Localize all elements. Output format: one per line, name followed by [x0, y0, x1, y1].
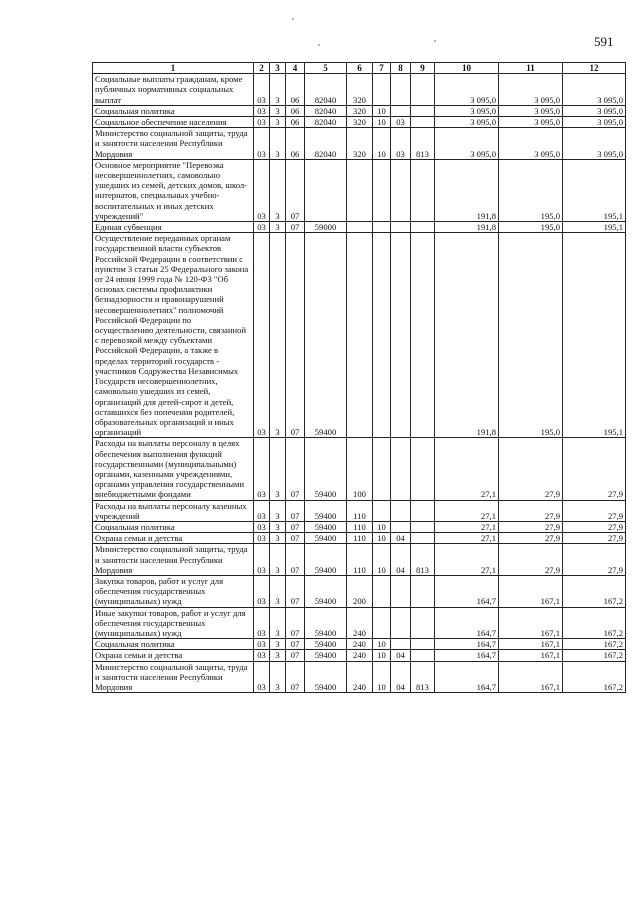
- cell-c6: 110: [347, 500, 373, 521]
- cell-v11: 167,1: [499, 661, 563, 693]
- cell-v10: 3 095,0: [435, 105, 499, 116]
- table-row: [93, 105, 626, 116]
- row-label-cell: Министерство социальной защиты, труда и занятости населения Республики Мордовия: [93, 128, 254, 160]
- cell-v12: 167,2: [563, 607, 626, 639]
- cell-c3: 3: [270, 533, 286, 544]
- cell-c8: [391, 639, 411, 650]
- cell-c9: [411, 533, 435, 544]
- cell-c5: 59400: [305, 661, 347, 693]
- cell-c3: 3: [270, 159, 286, 221]
- cell-c6: 240: [347, 650, 373, 661]
- cell-c4: 07: [286, 233, 305, 438]
- cell-v11: 27,9: [499, 500, 563, 521]
- cell-c4: 07: [286, 639, 305, 650]
- cell-c7: 10: [373, 117, 391, 128]
- cell-c4: 07: [286, 222, 305, 233]
- cell-v12: 167,2: [563, 661, 626, 693]
- cell-c2: 03: [254, 639, 270, 650]
- table-row: [93, 117, 626, 128]
- cell-c2: 03: [254, 74, 270, 106]
- cell-c9: 813: [411, 661, 435, 693]
- cell-c7: [373, 607, 391, 639]
- cell-c3: 3: [270, 438, 286, 500]
- cell-c6: 240: [347, 607, 373, 639]
- cell-v10: 191,8: [435, 159, 499, 221]
- cell-c5: 59400: [305, 233, 347, 438]
- cell-c9: [411, 233, 435, 438]
- cell-c7: 10: [373, 639, 391, 650]
- cell-c3: 3: [270, 74, 286, 106]
- cell-c4: 07: [286, 521, 305, 532]
- cell-v10: 191,8: [435, 222, 499, 233]
- cell-v10: 164,7: [435, 607, 499, 639]
- cell-c3: 3: [270, 128, 286, 160]
- cell-c5: 59400: [305, 544, 347, 576]
- scan-speck: [292, 18, 294, 20]
- cell-c3: 3: [270, 639, 286, 650]
- table-row: [93, 74, 626, 106]
- cell-c7: [373, 575, 391, 607]
- row-label-cell: Осуществление переданных органам государственной власти субъектов Российской Федерации в соответствии с пунктом 3 статьи 25 Федерального закона от 24 июня 1999 года № 120-ФЗ "Об основах системы профилактики безнадзорности и правонарушений несовершеннолетних" полномочий Российской Федерации по осуществлению деятельности, связанной с перевозкой между субъектами Российской Федерации, а также в пределах территорий государств - участников Содружества Независимых Государств несовершеннолетних, самовольно ушедших из семей, организаций для детей-сирот и детей, оставшихся без попечения родителей, образовательных организаций и иных организаций: [93, 233, 254, 438]
- table-row: [93, 222, 626, 233]
- row-label-cell: Социальная политика: [93, 521, 254, 532]
- cell-v11: 195,0: [499, 222, 563, 233]
- row-label-cell: Социальная политика: [93, 639, 254, 650]
- cell-v11: 167,1: [499, 639, 563, 650]
- cell-c8: [391, 222, 411, 233]
- cell-v11: 27,9: [499, 438, 563, 500]
- cell-v10: 3 095,0: [435, 74, 499, 106]
- column-header-1: 1: [93, 63, 254, 74]
- cell-c8: [391, 74, 411, 106]
- cell-c4: 07: [286, 500, 305, 521]
- cell-c9: [411, 105, 435, 116]
- column-header-10: 10: [435, 63, 499, 74]
- cell-c5: 59400: [305, 438, 347, 500]
- cell-c6: [347, 159, 373, 221]
- row-label-cell: Единая субвенция: [93, 222, 254, 233]
- row-label-cell: Иные закупки товаров, работ и услуг для обеспечения государственных (муниципальных) нужд: [93, 607, 254, 639]
- cell-c9: [411, 575, 435, 607]
- cell-v12: 167,2: [563, 650, 626, 661]
- cell-v11: 3 095,0: [499, 128, 563, 160]
- cell-c8: 04: [391, 661, 411, 693]
- cell-c9: [411, 650, 435, 661]
- cell-c8: 04: [391, 544, 411, 576]
- cell-v10: 27,1: [435, 438, 499, 500]
- cell-c8: 03: [391, 128, 411, 160]
- cell-c4: 07: [286, 159, 305, 221]
- cell-v12: 195,1: [563, 159, 626, 221]
- table-row: [93, 159, 626, 221]
- cell-c6: 240: [347, 661, 373, 693]
- cell-c9: [411, 222, 435, 233]
- cell-c7: 10: [373, 128, 391, 160]
- cell-c8: 04: [391, 650, 411, 661]
- cell-v12: 195,1: [563, 233, 626, 438]
- cell-c8: [391, 500, 411, 521]
- table-row: [93, 521, 626, 532]
- cell-v12: 167,2: [563, 575, 626, 607]
- column-header-4: 4: [286, 63, 305, 74]
- cell-c8: [391, 105, 411, 116]
- cell-c4: 06: [286, 128, 305, 160]
- cell-c8: [391, 438, 411, 500]
- cell-c5: 59400: [305, 521, 347, 532]
- cell-v12: 27,9: [563, 521, 626, 532]
- cell-c5: 82040: [305, 74, 347, 106]
- table-row: [93, 128, 626, 160]
- cell-c7: 10: [373, 521, 391, 532]
- cell-v12: 167,2: [563, 639, 626, 650]
- cell-c9: [411, 117, 435, 128]
- table-row: [93, 607, 626, 639]
- cell-c6: 200: [347, 575, 373, 607]
- cell-c5: 59400: [305, 639, 347, 650]
- cell-c6: 110: [347, 533, 373, 544]
- cell-c4: 07: [286, 544, 305, 576]
- cell-c5: [305, 159, 347, 221]
- table-row: [93, 661, 626, 693]
- cell-c3: 3: [270, 105, 286, 116]
- cell-c7: 10: [373, 650, 391, 661]
- cell-c9: 813: [411, 128, 435, 160]
- cell-c6: 110: [347, 521, 373, 532]
- cell-c2: 03: [254, 128, 270, 160]
- cell-c6: 100: [347, 438, 373, 500]
- row-label-cell: Расходы на выплаты персоналу казенных учреждений: [93, 500, 254, 521]
- cell-c2: 03: [254, 661, 270, 693]
- table-row: [93, 639, 626, 650]
- cell-c6: 320: [347, 105, 373, 116]
- cell-c2: 03: [254, 607, 270, 639]
- column-header-2: 2: [254, 63, 270, 74]
- cell-c4: 07: [286, 661, 305, 693]
- cell-c5: 59000: [305, 222, 347, 233]
- cell-c7: [373, 74, 391, 106]
- cell-v11: 27,9: [499, 533, 563, 544]
- cell-v12: 27,9: [563, 533, 626, 544]
- cell-c5: 82040: [305, 105, 347, 116]
- cell-c2: 03: [254, 575, 270, 607]
- cell-v11: 167,1: [499, 575, 563, 607]
- cell-v12: 3 095,0: [563, 105, 626, 116]
- cell-c7: [373, 159, 391, 221]
- cell-c3: 3: [270, 222, 286, 233]
- cell-v10: 3 095,0: [435, 128, 499, 160]
- cell-c2: 03: [254, 105, 270, 116]
- cell-c2: 03: [254, 233, 270, 438]
- cell-v12: 3 095,0: [563, 117, 626, 128]
- cell-v10: 164,7: [435, 575, 499, 607]
- cell-c5: 82040: [305, 117, 347, 128]
- cell-v11: 3 095,0: [499, 105, 563, 116]
- cell-c2: 03: [254, 159, 270, 221]
- cell-c9: [411, 159, 435, 221]
- cell-c7: [373, 233, 391, 438]
- row-label-cell: Закупка товаров, работ и услуг для обеспечения государственных (муниципальных) нужд: [93, 575, 254, 607]
- cell-c4: 06: [286, 74, 305, 106]
- cell-c7: 10: [373, 661, 391, 693]
- cell-c6: 320: [347, 117, 373, 128]
- cell-c7: [373, 500, 391, 521]
- row-label-cell: Расходы на выплаты персоналу в целях обеспечения выполнения функций государственными (муниципальными) органами, казенными учреждениями, органами управления государственными внебюджетными фондами: [93, 438, 254, 500]
- cell-c7: [373, 438, 391, 500]
- row-label-cell: Социальное обеспечение населения: [93, 117, 254, 128]
- column-header-8: 8: [391, 63, 411, 74]
- cell-v10: 164,7: [435, 661, 499, 693]
- cell-c5: 59400: [305, 575, 347, 607]
- cell-v12: 27,9: [563, 438, 626, 500]
- column-header-5: 5: [305, 63, 347, 74]
- cell-c8: [391, 575, 411, 607]
- scan-speck: [318, 44, 320, 46]
- row-label-cell: Основное мероприятие "Перевозка несовершеннолетних, самовольно ушедших из семей, детских домов, школ-интернатов, специальных учебно-воспитательных и иных детских учреждений": [93, 159, 254, 221]
- cell-c4: 07: [286, 533, 305, 544]
- cell-c9: [411, 607, 435, 639]
- cell-v11: 27,9: [499, 544, 563, 576]
- cell-c8: [391, 607, 411, 639]
- cell-c2: 03: [254, 533, 270, 544]
- cell-c5: 59400: [305, 607, 347, 639]
- cell-v12: 27,9: [563, 544, 626, 576]
- scan-speck: [434, 40, 436, 42]
- cell-v11: 3 095,0: [499, 74, 563, 106]
- column-header-6: 6: [347, 63, 373, 74]
- cell-c8: 04: [391, 533, 411, 544]
- cell-c6: [347, 222, 373, 233]
- row-label-cell: Охрана семьи и детства: [93, 650, 254, 661]
- cell-c6: [347, 233, 373, 438]
- cell-c9: [411, 500, 435, 521]
- cell-c4: 07: [286, 650, 305, 661]
- cell-c2: 03: [254, 544, 270, 576]
- cell-v10: 191,8: [435, 233, 499, 438]
- cell-c4: 07: [286, 607, 305, 639]
- cell-c7: 10: [373, 533, 391, 544]
- cell-v10: 3 095,0: [435, 117, 499, 128]
- column-header-7: 7: [373, 63, 391, 74]
- cell-v10: 164,7: [435, 639, 499, 650]
- cell-v12: 3 095,0: [563, 128, 626, 160]
- cell-c6: 320: [347, 74, 373, 106]
- cell-v11: 3 095,0: [499, 117, 563, 128]
- cell-v10: 27,1: [435, 533, 499, 544]
- cell-v11: 195,0: [499, 233, 563, 438]
- table-header-row: [93, 63, 626, 74]
- cell-v12: 3 095,0: [563, 74, 626, 106]
- cell-v11: 27,9: [499, 521, 563, 532]
- row-label-cell: Министерство социальной защиты, труда и занятости населения Республики Мордовия: [93, 544, 254, 576]
- cell-c7: [373, 222, 391, 233]
- cell-c8: 03: [391, 117, 411, 128]
- cell-c8: [391, 159, 411, 221]
- cell-c2: 03: [254, 650, 270, 661]
- column-header-3: 3: [270, 63, 286, 74]
- cell-c2: 03: [254, 222, 270, 233]
- cell-c3: 3: [270, 650, 286, 661]
- cell-c4: 06: [286, 117, 305, 128]
- cell-v10: 27,1: [435, 521, 499, 532]
- cell-c4: 06: [286, 105, 305, 116]
- cell-v11: 167,1: [499, 607, 563, 639]
- cell-c3: 3: [270, 607, 286, 639]
- cell-c9: [411, 438, 435, 500]
- row-label-cell: Социальная политика: [93, 105, 254, 116]
- row-label-cell: Охрана семьи и детства: [93, 533, 254, 544]
- cell-c7: 10: [373, 544, 391, 576]
- cell-c3: 3: [270, 544, 286, 576]
- cell-c3: 3: [270, 233, 286, 438]
- table-row: [93, 438, 626, 500]
- cell-c5: 59400: [305, 533, 347, 544]
- cell-c3: 3: [270, 575, 286, 607]
- cell-c3: 3: [270, 661, 286, 693]
- cell-c4: 07: [286, 438, 305, 500]
- cell-c5: 59400: [305, 650, 347, 661]
- cell-c3: 3: [270, 521, 286, 532]
- table-row: [93, 233, 626, 438]
- cell-v12: 195,1: [563, 222, 626, 233]
- cell-c3: 3: [270, 500, 286, 521]
- cell-v10: 164,7: [435, 650, 499, 661]
- cell-c4: 07: [286, 575, 305, 607]
- cell-c6: 240: [347, 639, 373, 650]
- cell-c6: 110: [347, 544, 373, 576]
- row-label-cell: Министерство социальной защиты, труда и занятости населения Республики Мордовия: [93, 661, 254, 693]
- cell-c9: [411, 74, 435, 106]
- cell-c2: 03: [254, 521, 270, 532]
- cell-c8: [391, 233, 411, 438]
- page-number: 591: [594, 34, 614, 49]
- cell-c5: 82040: [305, 128, 347, 160]
- cell-c3: 3: [270, 117, 286, 128]
- column-header-9: 9: [411, 63, 435, 74]
- cell-c2: 03: [254, 438, 270, 500]
- cell-v12: 27,9: [563, 500, 626, 521]
- table-row: [93, 533, 626, 544]
- table-row: [93, 500, 626, 521]
- table-body: [93, 74, 626, 693]
- table-row: [93, 544, 626, 576]
- table-row: [93, 650, 626, 661]
- cell-c2: 03: [254, 500, 270, 521]
- cell-v11: 195,0: [499, 159, 563, 221]
- cell-v11: 167,1: [499, 650, 563, 661]
- cell-c6: 320: [347, 128, 373, 160]
- column-header-11: 11: [499, 63, 563, 74]
- row-label-cell: Социальные выплаты гражданам, кроме публичных нормативных социальных выплат: [93, 74, 254, 106]
- budget-table: [92, 62, 626, 693]
- cell-c5: 59400: [305, 500, 347, 521]
- cell-v10: 27,1: [435, 544, 499, 576]
- table-row: [93, 575, 626, 607]
- cell-c8: [391, 521, 411, 532]
- cell-c9: [411, 521, 435, 532]
- cell-c9: 813: [411, 544, 435, 576]
- cell-c2: 03: [254, 117, 270, 128]
- cell-c7: 10: [373, 105, 391, 116]
- cell-c9: [411, 639, 435, 650]
- cell-v10: 27,1: [435, 500, 499, 521]
- column-header-12: 12: [563, 63, 626, 74]
